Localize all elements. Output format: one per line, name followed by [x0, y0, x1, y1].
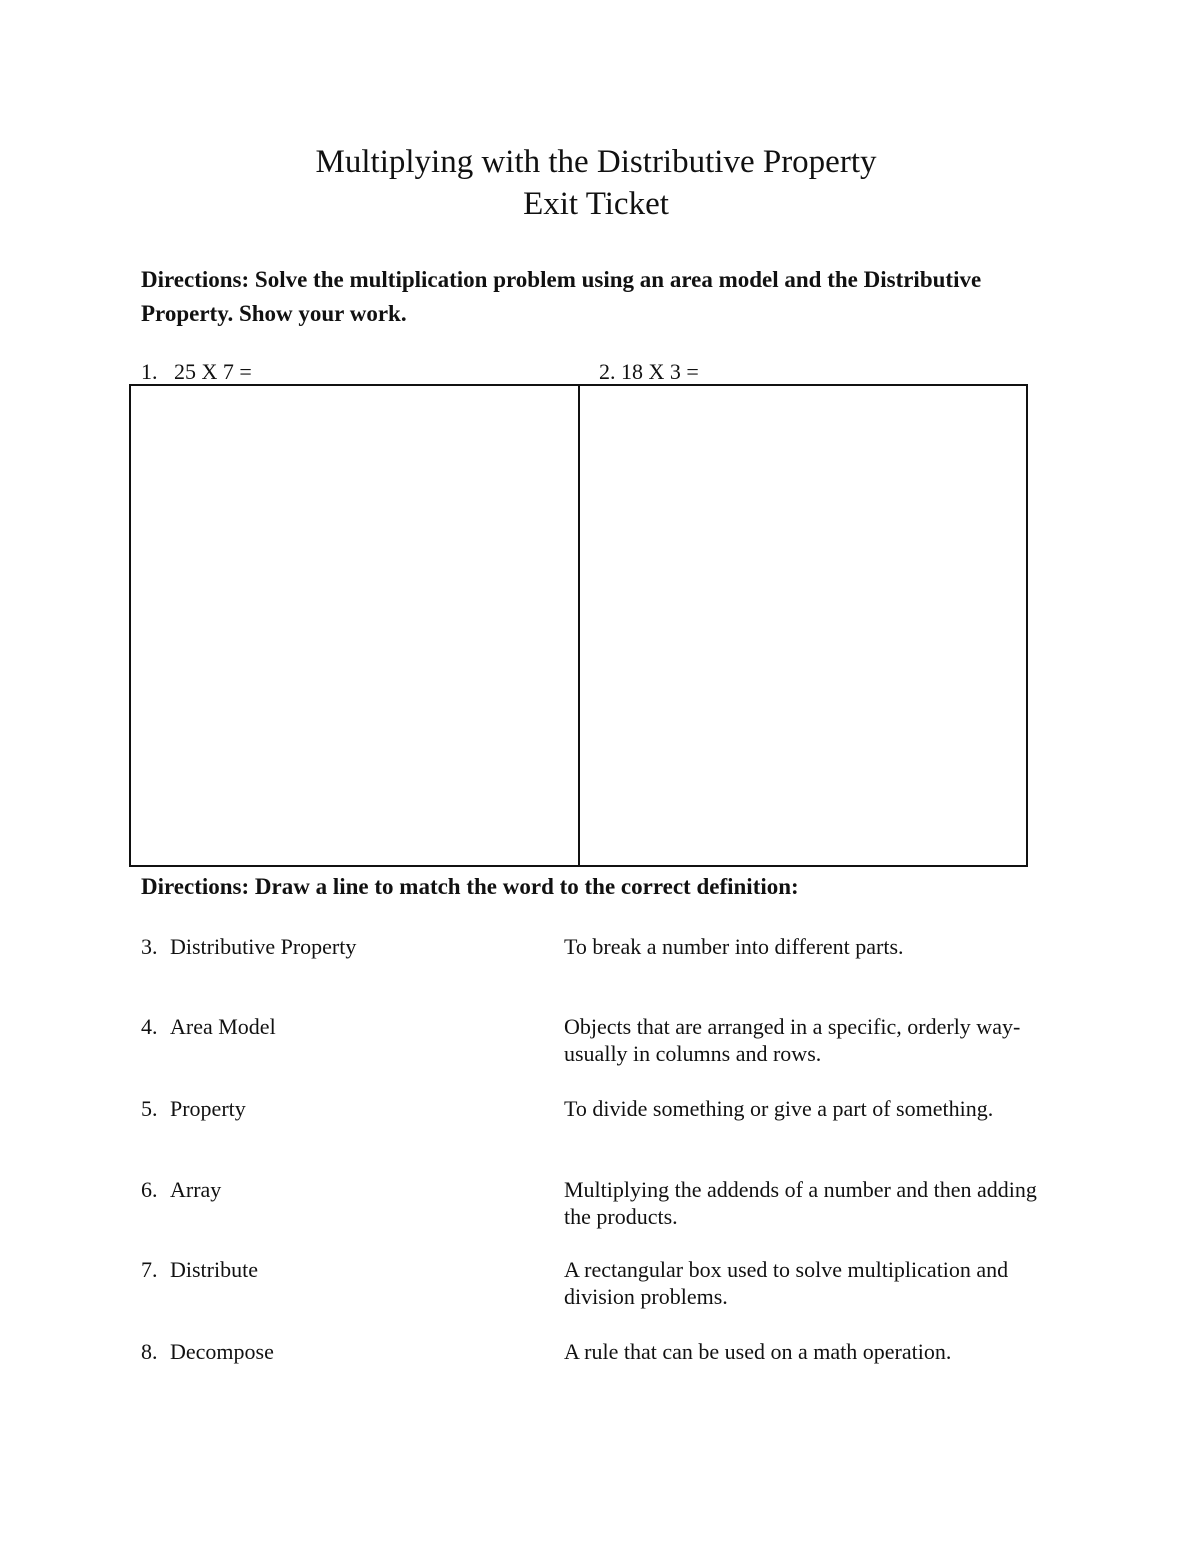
term-item[interactable] — [141, 1176, 221, 1203]
directions-area-model: Directions: Solve the multiplication problem using an area model and the Distributive Property. Show your work. — [141, 267, 982, 326]
term-word: Decompose — [170, 1339, 274, 1364]
directions-matching: Directions: Draw a line to match the word to the correct definition: — [141, 874, 799, 899]
definition-item[interactable]: To break a number into different parts. — [564, 934, 904, 959]
problem-2-work-area[interactable] — [580, 386, 1026, 865]
term-number: 7. — [141, 1257, 158, 1282]
term-item[interactable] — [141, 1256, 258, 1283]
term-item[interactable] — [141, 1095, 246, 1122]
term-item[interactable] — [141, 933, 356, 960]
definition-item[interactable]: Objects that are arranged in a specific, orderly way-usually in columns and rows. — [564, 1014, 1021, 1066]
term-word: Array — [170, 1177, 222, 1202]
term-number: 6. — [141, 1177, 158, 1202]
term-number: 5. — [141, 1096, 158, 1121]
page-subtitle: Exit Ticket — [523, 186, 669, 222]
term-number: 3. — [141, 934, 158, 959]
term-word: Distribute — [170, 1257, 258, 1282]
term-item[interactable] — [141, 1013, 276, 1040]
term-word: Property — [170, 1096, 246, 1121]
term-number: 8. — [141, 1339, 158, 1364]
term-word: Area Model — [170, 1014, 276, 1039]
work-area-table — [129, 384, 1028, 867]
definition-item[interactable]: A rule that can be used on a math operation. — [564, 1339, 952, 1364]
definition-item[interactable]: To divide something or give a part of something. — [564, 1096, 994, 1121]
definition-item[interactable]: Multiplying the addends of a number and then adding the products. — [564, 1177, 1037, 1229]
definition-item[interactable]: A rectangular box used to solve multiplication and division problems. — [564, 1257, 1009, 1309]
page-title: Multiplying with the Distributive Property — [315, 144, 877, 180]
term-number: 4. — [141, 1014, 158, 1039]
problem-1-label: 1. 25 X 7 = — [141, 359, 252, 384]
problem-1-work-area[interactable] — [131, 386, 580, 865]
term-word: Distributive Property — [170, 934, 357, 959]
problem-2-label: 2. 18 X 3 = — [599, 359, 699, 384]
term-item[interactable] — [141, 1338, 274, 1365]
